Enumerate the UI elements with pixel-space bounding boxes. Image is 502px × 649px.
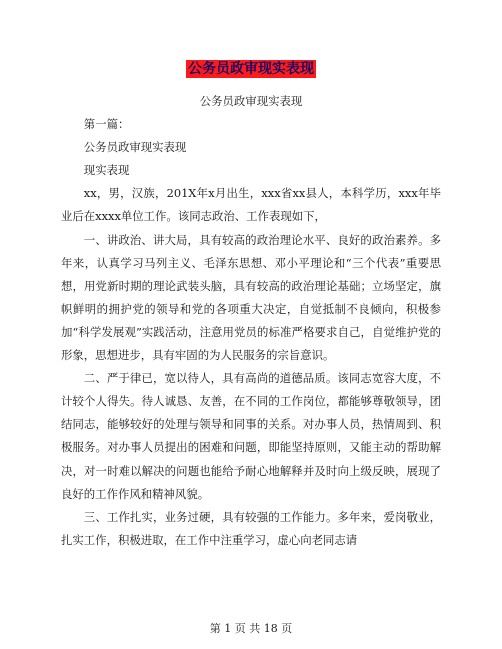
paragraph: 公务员政审现实表现 — [83, 140, 187, 155]
paragraph: 第一篇： — [83, 117, 130, 132]
paragraph: 一、讲政治、讲大局，具有较高的政治理论水平、良好的政治素养。多年来，认真学习马列主义、毛泽东思想、邓小平理论和“三个代表”重要思想，用党新时期的理论武装头脑，具有较高的政治理论基础；立场坚定，旗帜鲜明的拥护党的领导和党的各项重大决定，自觉抵制不良倾向，积极参加“科学发展观”实践活动，注意用党员的标准严格要求自己，自觉维护党的形象，思想进步，具有牢固的为人民服务的宗旨意识。 — [61, 232, 441, 363]
title-container — [0, 58, 502, 78]
document-body — [61, 90, 441, 552]
document-heading: 公务员政审现实表现 — [199, 94, 303, 108]
document-title: 公务员政审现实表现 — [188, 61, 314, 77]
paragraph: 三、工作扎实，业务过硬，具有较强的工作能力。多年来，爱岗敬业，扎实工作，积极进取，在工作中注重学习，虚心向老同志请 — [61, 509, 441, 547]
paragraph: 现实表现 — [83, 163, 130, 178]
page-footer: 第 1 页 共 18 页 — [209, 622, 293, 635]
paragraph: xx，男，汉族，201X年x月出生，xxx省xx县人，本科学历，xxx年毕业后在xxxx单位工作。该同志政治、工作表现如下， — [61, 186, 441, 224]
paragraph: 二、严于律已，宽以待人，具有高尚的道德品质。该同志宽容大度，不计较个人得失。待人诚恳、友善，在不同的工作岗位，都能够尊敬领导，团结同志，能够较好的处理与领导和同事的关系。对办事人员，热情周到、积极服务。对办事人员提出的困难和问题，即能坚持原则，又能主动的帮助解决，对一时难以解决的问题也能给予耐心地解释并及时向上级反映，展现了良好的工作作风和精神风貌。 — [61, 371, 441, 501]
